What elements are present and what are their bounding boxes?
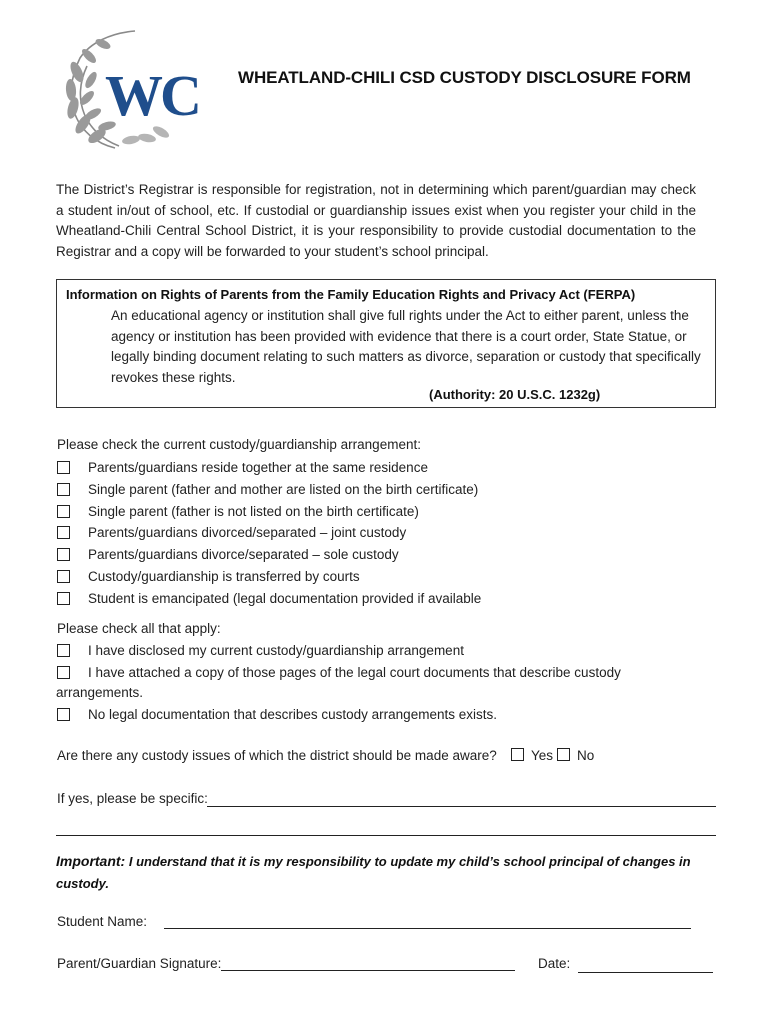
option-label: Custody/guardianship is transferred by courts (88, 568, 360, 584)
ferpa-info-box (56, 279, 716, 408)
checkbox[interactable] (57, 526, 70, 539)
district-logo (55, 28, 210, 156)
option-label: I have attached a copy of those pages of the legal court documents that describe custody (88, 664, 621, 680)
no-checkbox[interactable] (557, 748, 570, 761)
option-label: Student is emancipated (legal documentation provided if available (88, 590, 482, 606)
option-label: Parents/guardians divorced/separated – joint custody (88, 524, 407, 540)
arrangement-option[interactable] (57, 480, 478, 498)
parent-signature-line[interactable] (221, 970, 515, 971)
checkbox[interactable] (57, 644, 70, 657)
parent-signature-label: Parent/Guardian Signature: (57, 956, 222, 971)
intro-paragraph: The District’s Registrar is responsible for registration, not in determining which parent/guardian may check a student in/out of school, etc. If custodial or guardianship issues exist when you register your child in the Wheatland-Chili Central School District, it is your responsibility to provide custodial documentation to the Registrar and a copy will be forwarded to your student’s school principal. (56, 182, 696, 259)
option-label: Single parent (father and mother are listed on the birth certificate) (88, 481, 479, 497)
specific-input-line-2[interactable] (56, 835, 716, 836)
apply-option[interactable] (57, 705, 497, 723)
option-label: Parents/guardians divorce/separated – sole custody (88, 546, 399, 562)
date-label: Date: (538, 956, 571, 971)
issues-question: Are there any custody issues of which the district should be made aware? (57, 748, 497, 763)
option-label: Parents/guardians reside together at the same residence (88, 459, 428, 475)
form-title: WHEATLAND-CHILI CSD CUSTODY DISCLOSURE FORM (238, 68, 691, 87)
option-continuation: arrangements. (56, 685, 144, 700)
arrangement-option[interactable] (57, 589, 481, 607)
arrangement-option[interactable] (57, 502, 419, 520)
arrangement-option[interactable] (57, 458, 428, 476)
checkbox[interactable] (57, 505, 70, 518)
student-name-line[interactable] (164, 928, 691, 929)
important-notice (56, 850, 716, 895)
option-label: Single parent (father is not listed on the birth certificate) (88, 503, 419, 519)
arrangement-option[interactable] (57, 567, 360, 585)
specific-input-line[interactable] (207, 806, 716, 807)
specific-label: If yes, please be specific: (57, 791, 208, 806)
important-lead: Important: (56, 853, 126, 869)
option-label: No legal documentation that describes custody arrangements exists. (88, 706, 497, 722)
apply-prompt: Please check all that apply: (57, 621, 221, 636)
checkbox[interactable] (57, 592, 70, 605)
checkbox[interactable] (57, 570, 70, 583)
arrangement-option[interactable] (57, 523, 406, 541)
ferpa-title: Information on Rights of Parents from the Family Education Rights and Privacy Act (FERPA) (66, 287, 636, 302)
checkbox[interactable] (57, 483, 70, 496)
no-label: No (577, 748, 595, 763)
logo-monogram: WC (105, 63, 199, 128)
student-name-label: Student Name: (57, 914, 148, 929)
checkbox[interactable] (57, 461, 70, 474)
important-text: I understand that it is my responsibility to update my child’s school principal of changes in custody. (56, 854, 691, 891)
option-label: I have disclosed my current custody/guardianship arrangement (88, 642, 464, 658)
yes-checkbox[interactable] (511, 748, 524, 761)
arrangement-prompt: Please check the current custody/guardianship arrangement: (57, 437, 421, 452)
yes-label: Yes (531, 748, 554, 763)
arrangement-option[interactable] (57, 545, 399, 563)
date-line[interactable] (578, 972, 713, 973)
checkbox[interactable] (57, 548, 70, 561)
checkbox[interactable] (57, 708, 70, 721)
checkbox[interactable] (57, 666, 70, 679)
ferpa-body: An educational agency or institution shall give full rights under the Act to either parent, unless the agency or institution has been provided with evidence that there is a court order, State Statue, or legally binding document relating to such matters as divorce, separation or custody that specifically revokes these rights. (111, 308, 701, 385)
apply-option[interactable] (57, 641, 464, 659)
ferpa-authority: (Authority: 20 U.S.C. 1232g) (429, 387, 601, 402)
apply-option[interactable] (57, 663, 621, 681)
